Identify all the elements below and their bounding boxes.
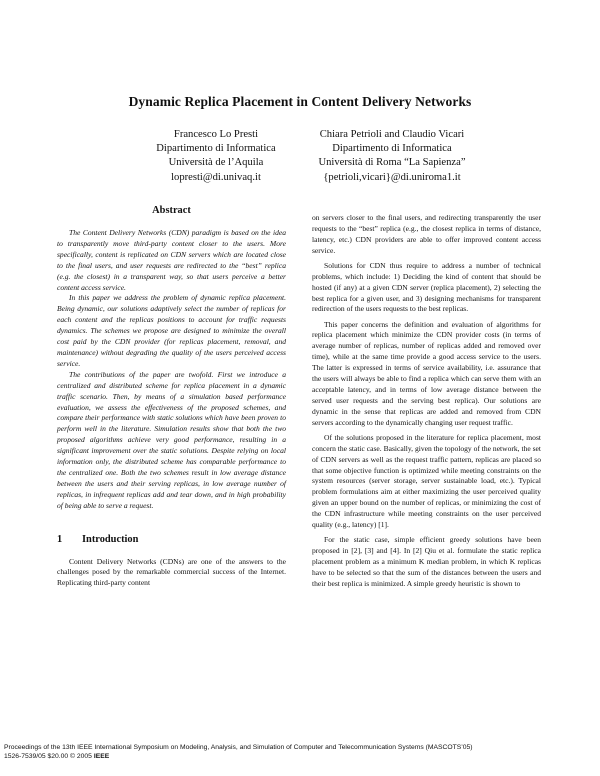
abstract-paragraph: The Content Delivery Networks (CDN) paradigm is based on the idea to transparently move third-party content closer to the users. More specifically, content is replicated on CDN servers which are located close to the final users, and user requests are redirected to the “best” replica (e.g. the closest) in a transparent way, so that users perceive a better content access service.: [57, 228, 286, 292]
ieee-logo-text: IEEE: [93, 753, 110, 761]
section-title: Introduction: [82, 533, 139, 545]
author-block-1: [126, 128, 306, 185]
right-column: [312, 213, 541, 594]
body-paragraph: Solutions for CDN thus require to address a number of technical problems, which include: 1) Deciding the kind of content that should be hosted (if any) at a given CDN server (replica placement), 2) selecting the best replica for a given user, and 3) designing mechanisms for transparent redirection of the users requests to the best replicas.: [312, 260, 541, 314]
introduction-paragraph: Content Delivery Networks (CDNs) are one of the answers to the challenges posed by the remarkable commercial success of the Internet. Replicating third-party content: [57, 556, 286, 588]
abstract-paragraph: The contributions of the paper are twofold. First we introduce a centralized and distributed scheme for replica placement in a dynamic traffic scenario. Then, by means of a simulation based performance evaluation, we assess the effectiveness of the proposed schemes, and compare their performance with static solutions which have been proven to perform well in the literature. Simulation results show that both the two proposed algorithms achieve very good performance, resulting in a significant improvement over the static solutions. Despite relying on local information only, the distributed scheme has comparable performance to the centralized one. Both the two schemes result in low average distance between the users and their serving replicas, in low average number of replicas, in infrequent replicas add and tear down, and in high probability of being able to serve a request.: [57, 369, 286, 510]
abstract-paragraph: In this paper we address the problem of dynamic replica placement. Being dynamic, our solutions adaptively select the number of replicas for each content and the replicas positions to account for traffic requests dynamics. The schemes we propose are designed to minimize the overall cost paid by the CDN provider (for replicas placement, removal, and maintenance) without degrading the quality of the users perceived access service.: [57, 293, 286, 368]
footer-issn: 1526-7539/05 $20.00 © 2005: [4, 753, 94, 761]
paper-title: Dynamic Replica Placement in Content Delivery Networks: [128, 94, 472, 109]
abstract-heading: Abstract: [152, 205, 191, 216]
author-email: lopresti@di.univaq.it: [171, 171, 261, 183]
section-heading-introduction: [57, 534, 286, 545]
author-block-2: [292, 128, 492, 185]
footer-copyright: [4, 752, 472, 761]
left-column: [57, 205, 286, 593]
author-department: Dipartimento di Informatica: [332, 143, 452, 155]
author-university: Università di Roma “La Sapienza”: [318, 157, 466, 169]
author-name: Francesco Lo Presti: [173, 129, 259, 140]
page-footer: [4, 743, 472, 761]
body-paragraph: Of the solutions proposed in the literature for replica placement, most concern the static case. Basically, given the topology of the network, the set of CDN servers as well as the request traffic pattern, replicas are placed so that some objective function is optimized while meeting constraints on the system resources (server storage, server sustainable load, etc.). Typical problem formulations aim at either maximizing the user perceived quality given an upper bound on the number of replicas, or minimizing the cost of the CDN infrastructure while meeting constraints on the user perceived quality (e.g., latency) [1].: [312, 432, 541, 530]
body-paragraph: For the static case, simple efficient greedy solutions have been proposed in [2], [3] and [4]. In [2] Qiu et al. formulate the static replica placement problem as a minimum K median problem, in which K replicas have to be selected so that the sum of the distances between the users and their best replica is minimized. A simple greedy heuristic is shown to: [312, 535, 541, 588]
author-email: {petrioli,vicari}@di.uniroma1.it: [323, 171, 461, 183]
author-name: Chiara Petrioli and Claudio Vicari: [319, 129, 465, 140]
author-university: Università de l’Aquila: [168, 157, 264, 169]
footer-proceedings: Proceedings of the 13th IEEE International Symposium on Modeling, Analysis, and Simulation of Computer and Telecommunication Systems (MASCOTS’05): [4, 744, 473, 751]
author-department: Dipartimento di Informatica: [156, 143, 276, 155]
body-paragraph: on servers closer to the final users, and redirecting transparently the user requests to the “best” replica (e.g., the closest replica in terms of distance, latency, etc.) CDN providers are able to offer improved content access service.: [312, 213, 541, 255]
section-number: 1: [57, 533, 63, 545]
body-paragraph: This paper concerns the definition and evaluation of algorithms for replica placement which minimize the CDN provider costs (in terms of average number of replicas, number of replicas added and removed over time), while at the same time provide a good access service to the users. The latter is expressed in terms of service availability, i.e. assurance that the users will always be able to find a replica which can serve them with an acceptable latency, and in terms of low average distance between the served user requests and the serving best replica). Our solutions are dynamic in the sense that replicas are added and removed from CDN servers according to the dynamically changing user request traffic.: [312, 319, 541, 427]
